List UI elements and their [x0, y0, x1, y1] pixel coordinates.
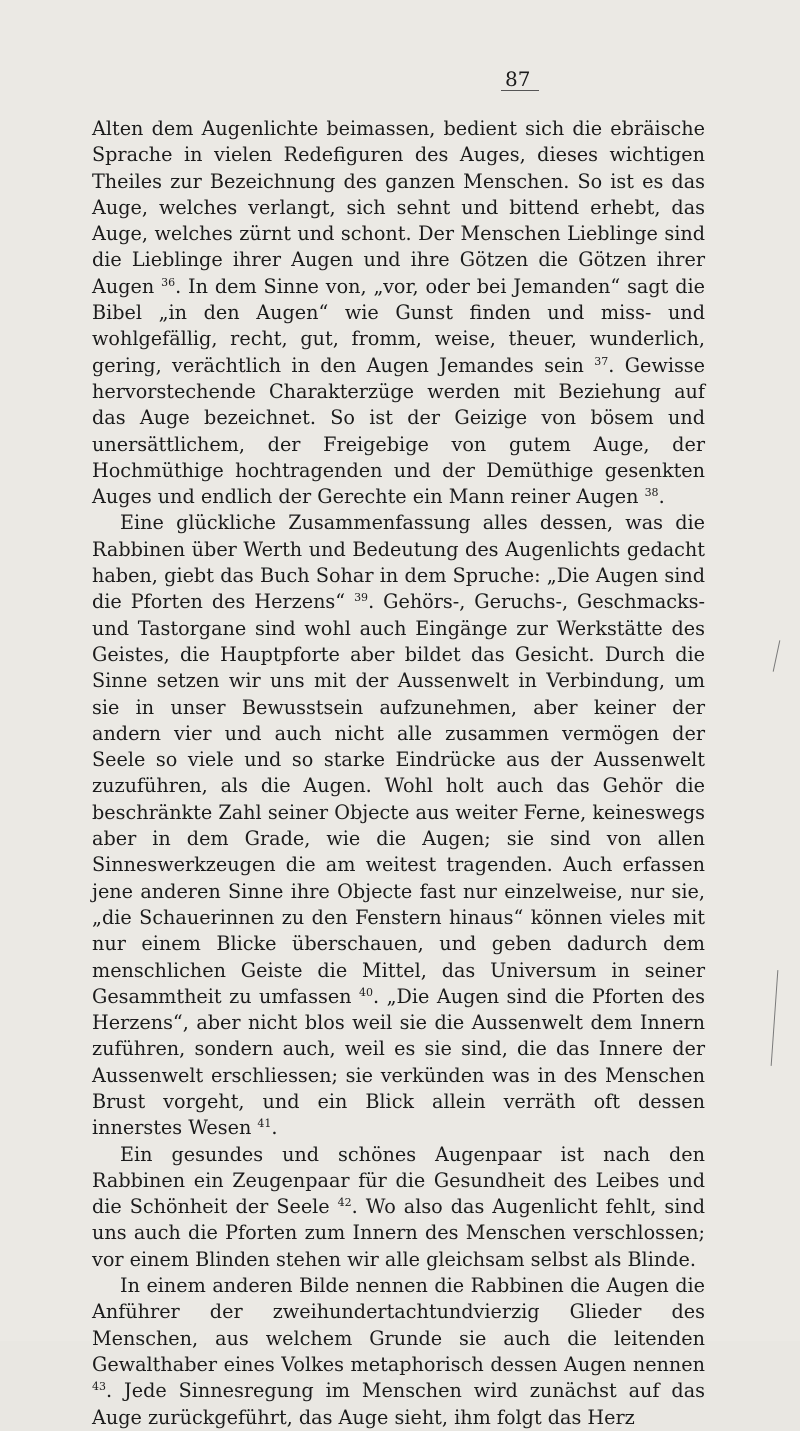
text-run: Eine glückliche Zusammenfassung alles dessen, was die Rabbinen über Werth und Bedeutung des Augenlichts gedacht haben, giebt das Buch Sohar in dem Spruche: „Die Augen sind die Pforten des Herzens“	[92, 511, 705, 614]
margin-pencil-mark	[773, 640, 781, 672]
text-run: Alten dem Augenlichte beimassen, bedient sich die ebräische Sprache in vielen Redefiguren des Auges, dieses wichtigen Theiles zur Bezeichnung des ganzen Menschen. So ist es das Auge, welches verlangt, sich sehnt und bittend erhebt, das Auge, welches zürnt und schont. Der Menschen Lieblinge sind die Lieblinge ihrer Augen und ihre Götzen die Götzen ihrer Augen	[92, 117, 705, 298]
footnote-ref: 42	[337, 1196, 352, 1210]
paragraph	[92, 510, 705, 1141]
text-run: . In dem Sinne von, „vor, oder bei Jemanden“ sagt die Bibel „in den Augen“ wie Gunst finden und miss- und wohlgefällig, recht, gut, fromm, weise, theuer, wunderlich, gering, verächtlich in den Augen Jemandes sein	[92, 274, 705, 377]
text-run: . Jede Sinnesregung im Menschen wird zunächst auf das Auge zurückgeführt, das Auge sieht, ihm folgt das Herz	[92, 1379, 705, 1429]
footnote-ref: 38	[644, 486, 659, 500]
text-run: Ein gesundes und schönes Augenpaar ist nach den Rabbinen ein Zeugenpaar für die Gesundheit des Leibes und die Schönheit der Seele	[92, 1142, 705, 1219]
footnote-ref: 39	[354, 591, 369, 605]
footnote-ref: 37	[594, 354, 609, 368]
text-run: . „Die Augen sind die Pforten des Herzens“, aber nicht blos weil sie die Aussenwelt dem Innern zuführen, sondern auch, weil es sie sind, die das Innere der Aussenwelt erschliessen; sie verkünden was in des Menschen Brust vorgeht, und ein Blick allein verräth oft dessen innerstes Wesen	[92, 984, 705, 1140]
footnote-ref: 40	[359, 985, 374, 999]
body-text	[92, 116, 705, 1431]
page-number: 87	[505, 68, 565, 90]
footnote-ref: 41	[257, 1117, 272, 1131]
text-run: .	[271, 1116, 278, 1140]
text-run: .	[658, 485, 665, 509]
margin-pencil-mark	[771, 970, 779, 1066]
footnote-ref: 43	[92, 1380, 106, 1394]
paragraph	[92, 1273, 705, 1431]
text-run: . Wo also das Augenlicht fehlt, sind uns auch die Pforten zum Innern des Menschen verschlossen; vor einem Blinden stehen wir alle gleichsam selbst als Blinde.	[92, 1195, 705, 1271]
text-run: . Gehörs-, Geruchs-, Geschmacks- und Tastorgane sind wohl auch Eingänge zur Werkstätte des Geistes, die Hauptpforte aber bildet das Gesicht. Durch die Sinne setzen wir uns mit der Aussenwelt in Verbindung, um sie in unser Bewusstsein aufzunehmen, aber keiner der andern vier und auch nicht alle zusammen vermögen der Seele so viele und so starke Eindrücke aus der Aussenwelt zuzuführen, als die Augen. Wohl holt auch das Gehör die beschränkte Zahl seiner Objecte aus weiter Ferne, keineswegs aber in dem Grade, wie die Augen; sie sind von allen Sinneswerkzeugen die am weitest tragenden. Auch erfassen jene anderen Sinne ihre Objecte fast nur einzelweise, nur sie, „die Schauerinnen zu den Fenstern hinaus“ können vieles mit nur einem Blicke überschauen, und geben dadurch dem menschlichen Geiste die Mittel, das Universum in seiner Gesammtheit zu umfassen	[92, 590, 705, 1008]
text-run: . Gewisse hervorstechende Charakterzüge werden mit Beziehung auf das Auge bezeichnet. So ist der Geizige von bösem und unersättlichem, der Freigebige von gutem Auge, der Hochmüthige hochtragenden und der Demüthige gesenkten Auges und endlich der Gerechte ein Mann reiner Augen	[92, 353, 705, 509]
text-run: In einem anderen Bilde nennen die Rabbinen die Augen die Anführer der zweihundertachtundvierzig Glieder des Menschen, aus welchem Grunde sie auch die leitenden Gewalthaber eines Volkes metaphorisch dessen Augen nennen	[92, 1274, 705, 1376]
footnote-ref: 36	[161, 275, 176, 289]
paragraph	[92, 1142, 705, 1273]
paragraph	[92, 116, 705, 510]
